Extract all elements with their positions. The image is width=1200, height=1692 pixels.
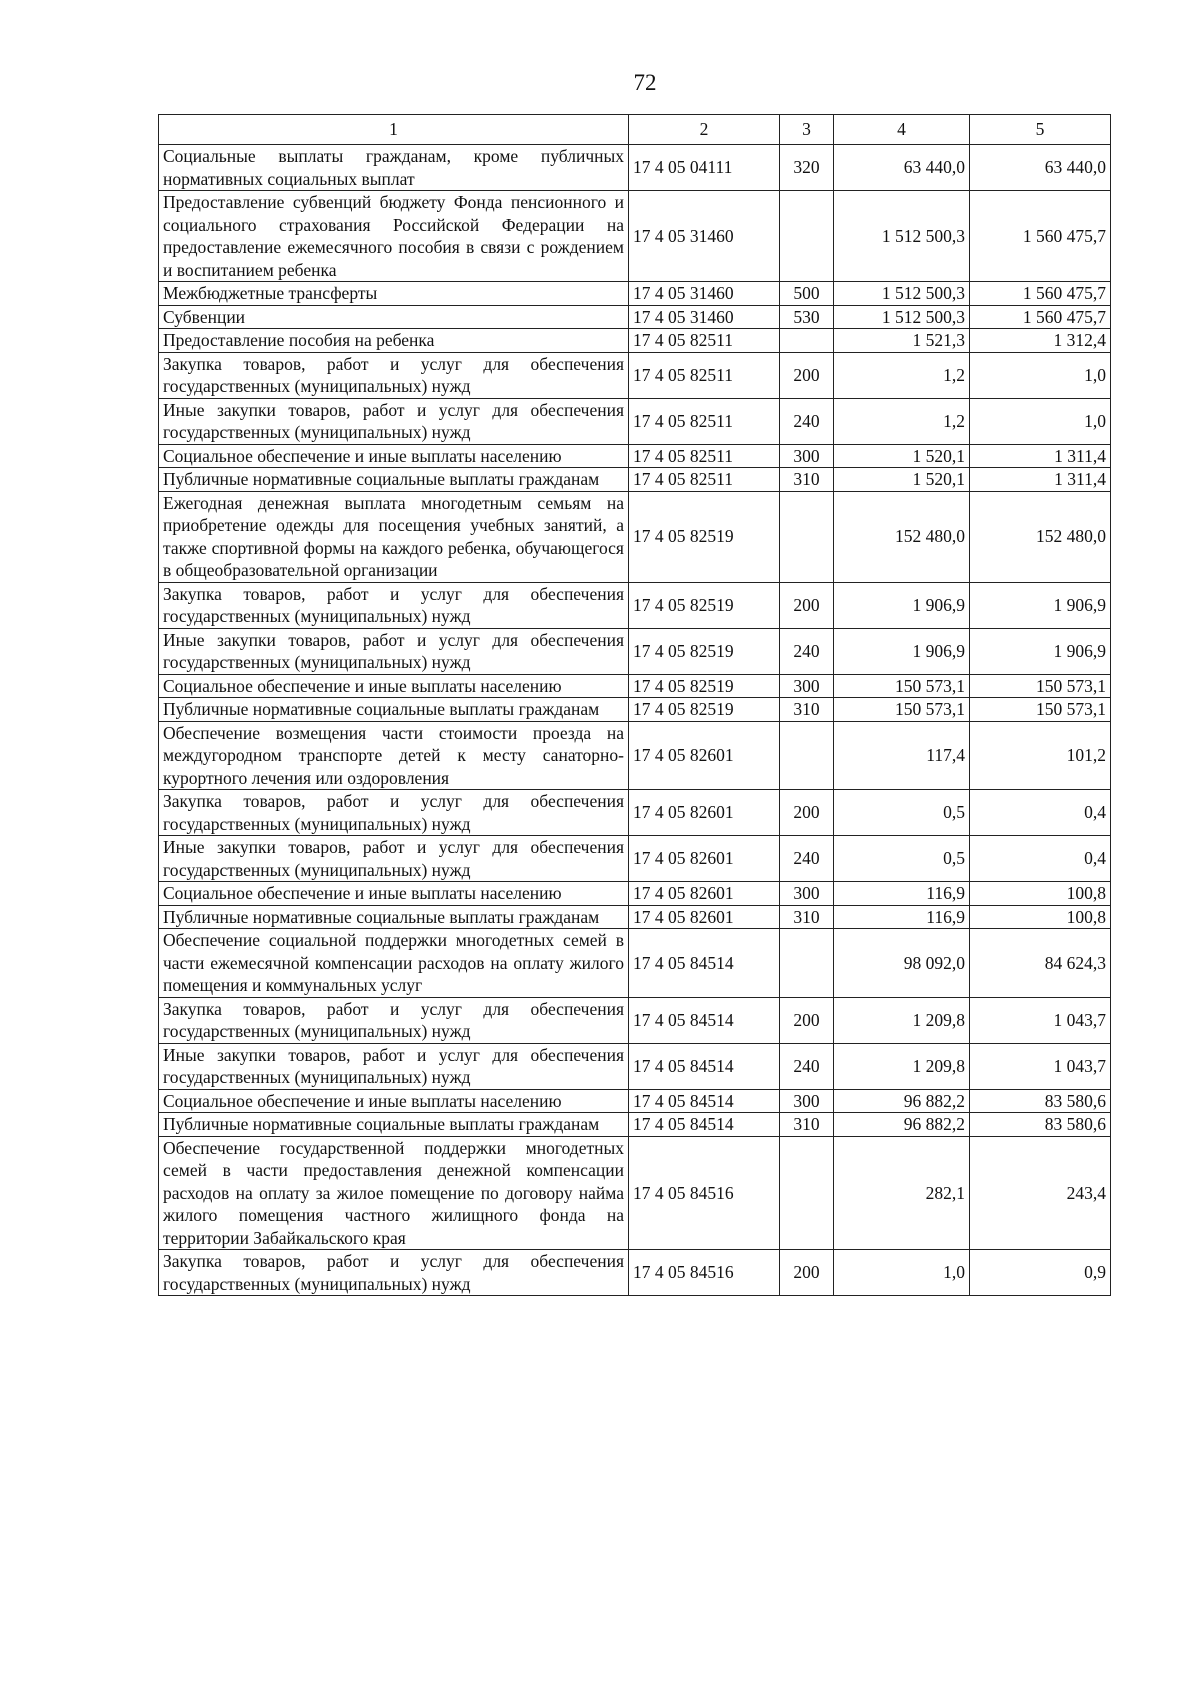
row-name: Закупка товаров, работ и услуг для обеспечения государственных (муниципальных) нужд — [159, 582, 629, 628]
row-amount-year-2: 1 043,7 — [970, 997, 1111, 1043]
row-code: 17 4 05 82519 — [629, 582, 780, 628]
table-row — [159, 282, 1111, 306]
row-amount-year-1: 1 209,8 — [834, 997, 970, 1043]
row-amount-year-2: 0,4 — [970, 790, 1111, 836]
table-row — [159, 1250, 1111, 1296]
table-row — [159, 1043, 1111, 1089]
row-amount-year-1: 96 882,2 — [834, 1089, 970, 1113]
row-code: 17 4 05 84514 — [629, 997, 780, 1043]
row-expense-type: 320 — [780, 145, 834, 191]
row-code: 17 4 05 84516 — [629, 1250, 780, 1296]
row-expense-type: 310 — [780, 1113, 834, 1137]
table-row — [159, 191, 1111, 282]
row-amount-year-2: 100,8 — [970, 905, 1111, 929]
row-code: 17 4 05 84514 — [629, 1043, 780, 1089]
row-amount-year-1: 1 520,1 — [834, 444, 970, 468]
row-name: Ежегодная денежная выплата многодетным семьям на приобретение одежды для посещения учебных занятий, а также спортивной формы на каждого ребенка, обучающегося в общеобразовательной организации — [159, 491, 629, 582]
row-amount-year-2: 243,4 — [970, 1136, 1111, 1250]
row-expense-type: 200 — [780, 790, 834, 836]
row-amount-year-2: 1 043,7 — [970, 1043, 1111, 1089]
row-code: 17 4 05 82601 — [629, 721, 780, 790]
table-row — [159, 444, 1111, 468]
row-expense-type: 300 — [780, 882, 834, 906]
row-name: Закупка товаров, работ и услуг для обеспечения государственных (муниципальных) нужд — [159, 997, 629, 1043]
row-code: 17 4 05 04111 — [629, 145, 780, 191]
row-name: Обеспечение социальной поддержки многодетных семей в части ежемесячной компенсации расходов на оплату жилого помещения и коммунальных услуг — [159, 929, 629, 998]
row-name: Обеспечение возмещения части стоимости проезда на междугородном транспорте детей к месту санаторно-курортного лечения или оздоровления — [159, 721, 629, 790]
budget-table — [158, 114, 1111, 1296]
row-code: 17 4 05 31460 — [629, 282, 780, 306]
table-row — [159, 628, 1111, 674]
row-expense-type: 500 — [780, 282, 834, 306]
row-code: 17 4 05 82511 — [629, 352, 780, 398]
row-name: Социальные выплаты гражданам, кроме публичных нормативных социальных выплат — [159, 145, 629, 191]
row-name: Публичные нормативные социальные выплаты гражданам — [159, 1113, 629, 1137]
row-amount-year-2: 1,0 — [970, 352, 1111, 398]
row-amount-year-2: 101,2 — [970, 721, 1111, 790]
row-amount-year-2: 63 440,0 — [970, 145, 1111, 191]
row-amount-year-1: 98 092,0 — [834, 929, 970, 998]
row-expense-type: 300 — [780, 1089, 834, 1113]
row-amount-year-2: 100,8 — [970, 882, 1111, 906]
row-amount-year-1: 116,9 — [834, 905, 970, 929]
row-expense-type: 240 — [780, 398, 834, 444]
row-amount-year-1: 150 573,1 — [834, 674, 970, 698]
row-code: 17 4 05 82511 — [629, 468, 780, 492]
row-amount-year-1: 1 520,1 — [834, 468, 970, 492]
row-code: 17 4 05 31460 — [629, 191, 780, 282]
row-amount-year-1: 1 521,3 — [834, 329, 970, 353]
table-row — [159, 905, 1111, 929]
row-amount-year-2: 150 573,1 — [970, 698, 1111, 722]
row-name: Иные закупки товаров, работ и услуг для обеспечения государственных (муниципальных) нужд — [159, 1043, 629, 1089]
row-amount-year-1: 1,2 — [834, 398, 970, 444]
row-amount-year-2: 1 560 475,7 — [970, 305, 1111, 329]
row-name: Социальное обеспечение и иные выплаты населению — [159, 882, 629, 906]
row-code: 17 4 05 31460 — [629, 305, 780, 329]
row-amount-year-2: 1 311,4 — [970, 468, 1111, 492]
row-name: Субвенции — [159, 305, 629, 329]
row-expense-type — [780, 929, 834, 998]
row-expense-type: 310 — [780, 468, 834, 492]
row-name: Публичные нормативные социальные выплаты гражданам — [159, 905, 629, 929]
table-header-row — [159, 115, 1111, 145]
row-amount-year-2: 83 580,6 — [970, 1113, 1111, 1137]
row-amount-year-1: 1 209,8 — [834, 1043, 970, 1089]
table-row — [159, 1136, 1111, 1250]
page-number: 72 — [633, 70, 657, 95]
row-expense-type: 530 — [780, 305, 834, 329]
row-expense-type: 240 — [780, 1043, 834, 1089]
row-expense-type — [780, 721, 834, 790]
row-amount-year-1: 282,1 — [834, 1136, 970, 1250]
row-amount-year-1: 117,4 — [834, 721, 970, 790]
row-name: Обеспечение государственной поддержки многодетных семей в части предоставления денежной компенсации расходов на оплату за жилое помещение по договору найма жилого помещения частного жилищного фонда на территории Забайкальского края — [159, 1136, 629, 1250]
row-expense-type: 300 — [780, 674, 834, 698]
table-row — [159, 674, 1111, 698]
row-name: Социальное обеспечение и иные выплаты населению — [159, 444, 629, 468]
row-name: Закупка товаров, работ и услуг для обеспечения государственных (муниципальных) нужд — [159, 1250, 629, 1296]
table-row — [159, 721, 1111, 790]
row-code: 17 4 05 84514 — [629, 929, 780, 998]
row-name: Иные закупки товаров, работ и услуг для обеспечения государственных (муниципальных) нужд — [159, 836, 629, 882]
table-row — [159, 398, 1111, 444]
row-code: 17 4 05 82519 — [629, 491, 780, 582]
table-row — [159, 145, 1111, 191]
row-expense-type — [780, 191, 834, 282]
row-amount-year-2: 1,0 — [970, 398, 1111, 444]
row-name: Публичные нормативные социальные выплаты гражданам — [159, 468, 629, 492]
row-name: Публичные нормативные социальные выплаты гражданам — [159, 698, 629, 722]
row-code: 17 4 05 82511 — [629, 398, 780, 444]
row-name: Иные закупки товаров, работ и услуг для обеспечения государственных (муниципальных) нужд — [159, 628, 629, 674]
row-amount-year-1: 1 512 500,3 — [834, 305, 970, 329]
table-body — [159, 145, 1111, 1296]
row-code: 17 4 05 82601 — [629, 836, 780, 882]
row-code: 17 4 05 82519 — [629, 698, 780, 722]
row-amount-year-2: 152 480,0 — [970, 491, 1111, 582]
row-amount-year-2: 84 624,3 — [970, 929, 1111, 998]
table-row — [159, 352, 1111, 398]
row-amount-year-2: 0,4 — [970, 836, 1111, 882]
header-col-2: 2 — [629, 115, 780, 145]
row-amount-year-1: 150 573,1 — [834, 698, 970, 722]
table-row — [159, 305, 1111, 329]
row-amount-year-1: 0,5 — [834, 836, 970, 882]
row-amount-year-2: 1 906,9 — [970, 582, 1111, 628]
header-col-3: 3 — [780, 115, 834, 145]
row-code: 17 4 05 84516 — [629, 1136, 780, 1250]
row-code: 17 4 05 82601 — [629, 882, 780, 906]
row-amount-year-2: 0,9 — [970, 1250, 1111, 1296]
row-amount-year-2: 1 906,9 — [970, 628, 1111, 674]
table-row — [159, 790, 1111, 836]
row-amount-year-1: 1 906,9 — [834, 582, 970, 628]
row-amount-year-1: 1,2 — [834, 352, 970, 398]
row-code: 17 4 05 82511 — [629, 329, 780, 353]
row-code: 17 4 05 82511 — [629, 444, 780, 468]
row-code: 17 4 05 82519 — [629, 674, 780, 698]
row-amount-year-1: 0,5 — [834, 790, 970, 836]
row-expense-type: 300 — [780, 444, 834, 468]
row-expense-type: 200 — [780, 997, 834, 1043]
row-code: 17 4 05 84514 — [629, 1089, 780, 1113]
row-code: 17 4 05 82519 — [629, 628, 780, 674]
row-name: Иные закупки товаров, работ и услуг для обеспечения государственных (муниципальных) нужд — [159, 398, 629, 444]
table-row — [159, 491, 1111, 582]
row-expense-type: 240 — [780, 628, 834, 674]
table-row — [159, 1089, 1111, 1113]
row-amount-year-2: 1 560 475,7 — [970, 191, 1111, 282]
row-amount-year-1: 1,0 — [834, 1250, 970, 1296]
row-expense-type: 200 — [780, 1250, 834, 1296]
header-col-5: 5 — [970, 115, 1111, 145]
row-expense-type — [780, 491, 834, 582]
table-row — [159, 468, 1111, 492]
table-row — [159, 698, 1111, 722]
row-name: Закупка товаров, работ и услуг для обеспечения государственных (муниципальных) нужд — [159, 352, 629, 398]
row-code: 17 4 05 82601 — [629, 905, 780, 929]
table-row — [159, 929, 1111, 998]
row-name: Социальное обеспечение и иные выплаты населению — [159, 1089, 629, 1113]
row-expense-type — [780, 1136, 834, 1250]
row-code: 17 4 05 82601 — [629, 790, 780, 836]
row-amount-year-2: 150 573,1 — [970, 674, 1111, 698]
row-amount-year-1: 1 906,9 — [834, 628, 970, 674]
row-amount-year-1: 96 882,2 — [834, 1113, 970, 1137]
row-amount-year-1: 1 512 500,3 — [834, 282, 970, 306]
row-name: Закупка товаров, работ и услуг для обеспечения государственных (муниципальных) нужд — [159, 790, 629, 836]
row-expense-type: 200 — [780, 352, 834, 398]
table-row — [159, 997, 1111, 1043]
row-expense-type: 310 — [780, 698, 834, 722]
table-row — [159, 882, 1111, 906]
row-name: Предоставление пособия на ребенка — [159, 329, 629, 353]
row-amount-year-1: 116,9 — [834, 882, 970, 906]
row-amount-year-2: 1 311,4 — [970, 444, 1111, 468]
row-amount-year-2: 1 560 475,7 — [970, 282, 1111, 306]
table-row — [159, 836, 1111, 882]
table-row — [159, 329, 1111, 353]
row-code: 17 4 05 84514 — [629, 1113, 780, 1137]
row-amount-year-2: 1 312,4 — [970, 329, 1111, 353]
row-expense-type: 200 — [780, 582, 834, 628]
row-expense-type: 240 — [780, 836, 834, 882]
row-amount-year-1: 152 480,0 — [834, 491, 970, 582]
header-col-4: 4 — [834, 115, 970, 145]
row-name: Социальное обеспечение и иные выплаты населению — [159, 674, 629, 698]
row-amount-year-1: 63 440,0 — [834, 145, 970, 191]
row-amount-year-2: 83 580,6 — [970, 1089, 1111, 1113]
row-name: Предоставление субвенций бюджету Фонда пенсионного и социального страхования Российской Федерации на предоставление ежемесячного пособия в связи с рождением и воспитанием ребенка — [159, 191, 629, 282]
row-expense-type: 310 — [780, 905, 834, 929]
table-row — [159, 1113, 1111, 1137]
table-row — [159, 582, 1111, 628]
row-expense-type — [780, 329, 834, 353]
row-name: Межбюджетные трансферты — [159, 282, 629, 306]
header-col-1: 1 — [159, 115, 629, 145]
row-amount-year-1: 1 512 500,3 — [834, 191, 970, 282]
